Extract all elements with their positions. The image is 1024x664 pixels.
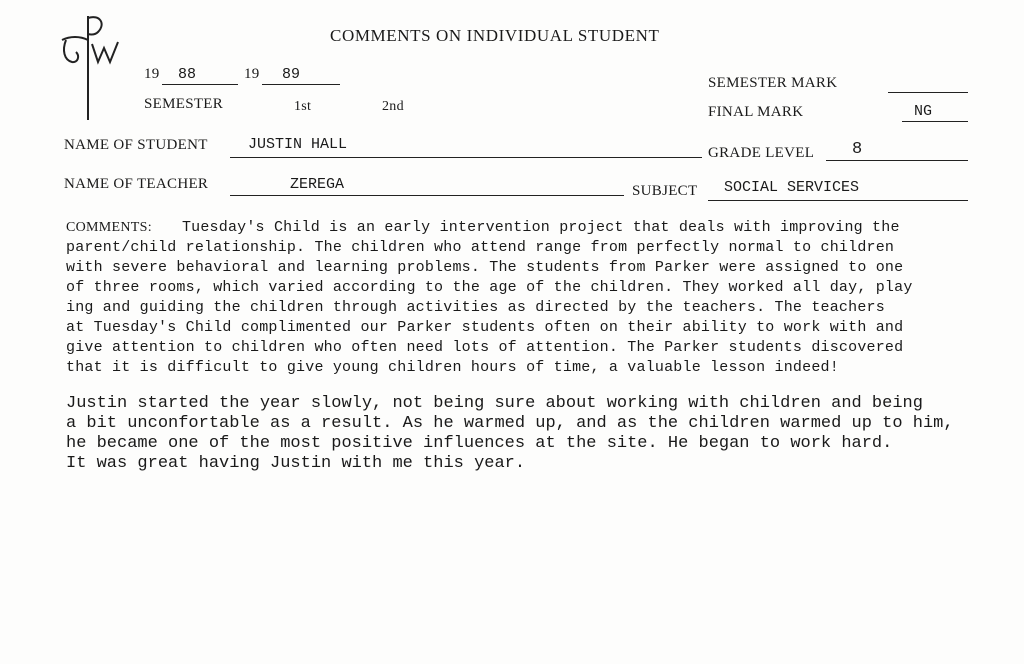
grade-level-value: 8 — [852, 140, 863, 159]
year-underline-1 — [162, 84, 238, 85]
semester-label: SEMESTER — [144, 96, 224, 112]
final-mark-label: FINAL MARK — [708, 104, 804, 120]
year-value-1: 88 — [178, 66, 197, 83]
final-mark-underline — [902, 121, 968, 122]
student-name-underline — [230, 157, 702, 158]
comments-line-2: parent/child relationship. The children who attend range from perfectly normal to children — [66, 239, 895, 256]
semester-mark-label: SEMESTER MARK — [708, 75, 838, 91]
subject-label: SUBJECT — [632, 183, 698, 199]
note-line-2: a bit unconfortable as a result. As he warmed up, and as the children warmed up to him, — [66, 414, 954, 433]
student-name-value: JUSTIN HALL — [248, 136, 348, 153]
comments-line-7: give attention to children who often need lots of attention. The Parker students discovered — [66, 339, 904, 356]
grade-level-label: GRADE LEVEL — [708, 145, 815, 161]
subject-underline — [708, 200, 968, 201]
note-line-3: he became one of the most positive influences at the site. He began to work hard. — [66, 434, 893, 453]
comments-line-3: with severe behavioral and learning problems. The students from Parker were assigned to one — [66, 259, 904, 276]
student-name-label: NAME OF STUDENT — [64, 137, 208, 153]
year-prefix-1: 19 — [144, 66, 160, 82]
teacher-name-underline — [230, 195, 624, 196]
teacher-name-label: NAME OF TEACHER — [64, 176, 209, 192]
note-line-4: It was great having Justin with me this year. — [66, 454, 526, 473]
subject-value: SOCIAL SERVICES — [724, 179, 860, 196]
teacher-name-value: ZEREGA — [290, 176, 345, 193]
comments-line-8: that it is difficult to give young children hours of time, a valuable lesson indeed! — [66, 359, 839, 376]
year-prefix-2: 19 — [244, 66, 260, 82]
semester-option-1st: 1st — [294, 99, 312, 114]
comments-label: COMMENTS: — [66, 220, 152, 235]
comments-line-1: COMMENTS: Tuesday's Child is an early intervention project that deals with improving the — [66, 219, 900, 236]
grade-level-underline — [826, 160, 968, 161]
comments-block — [66, 218, 1006, 378]
year-value-2: 89 — [282, 66, 301, 83]
school-logo-icon — [56, 10, 128, 122]
year-underline-2 — [262, 84, 340, 85]
comments-line-5: ing and guiding the children through activities as directed by the teachers. The teachers — [66, 299, 885, 316]
note-line-1: Justin started the year slowly, not being sure about working with children and being — [66, 394, 923, 413]
semester-option-2nd: 2nd — [382, 99, 404, 114]
final-mark-value: NG — [914, 103, 933, 120]
comments-line-6: at Tuesday's Child complimented our Parker students often on their ability to work with and — [66, 319, 904, 336]
teacher-note-block — [66, 394, 1006, 474]
form-title: COMMENTS ON INDIVIDUAL STUDENT — [330, 26, 660, 45]
semester-mark-underline — [888, 92, 968, 93]
comments-line-4: of three rooms, which varied according to the age of the children. They worked all day, play — [66, 279, 913, 296]
